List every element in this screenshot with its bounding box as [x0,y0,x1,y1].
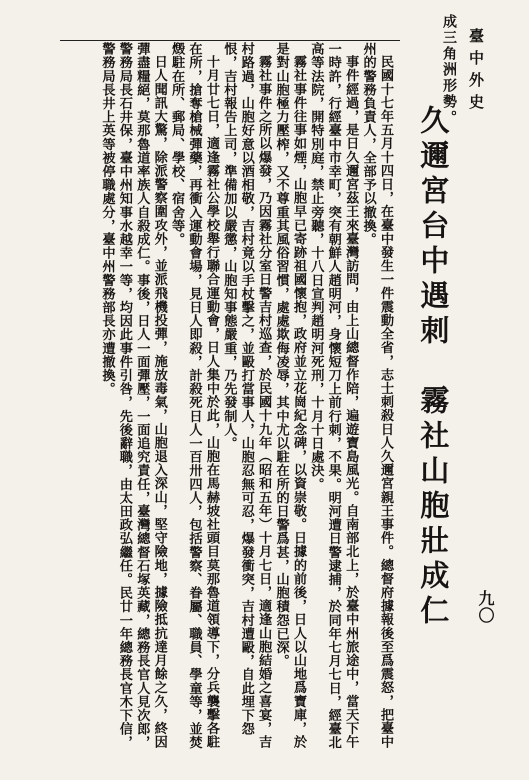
paragraph-5: 十月廿七日，適逢霧社公學校舉行聯合運動會，日人集中於此，山胞在馬赫坡社頭目莫那魯道領導下，分兵襲擊各駐在所，搶奪槍械彈藥，再衝入運動會場，見日人即殺，計殺死日人一百卅四人，包括警察、眷屬、職員、學童等，並焚燬駐在所、郵局、學校、宿舍等。 [169,42,219,750]
page-number: 九〇 [476,590,495,624]
running-head: 臺中外史 [467,28,485,116]
section-continuation-note: 成三角洲形勢。 [441,14,457,126]
paragraph-4: 霧社事件之所以爆發，乃因霧社分室日警吉村巡查，於民國十九年（昭和五年）十月七日，適逢山胞結婚之喜宴，吉村路過，山胞好意以酒相敬，吉村竟以手杖擊之，並毆打當事人，山胞忍無可忍，爆發衝突，吉村遭毆，自此埋下怨恨，吉村報告上司，準備加以嚴懲，山胞知事態嚴重，乃先發制人。 [221,42,272,749]
paragraph-2: 事件經過，是日久邇宮茲王來臺灣訪問，由上山總督作陪，遍遊寶島風光。自南部北上，於臺中州旅途中，當天下午一時許，行經臺中市幸町，突有朝鮮人趙明河，身懷短刀上前行刺，不果。明河遭日警逮捕，於同年七月七日，經臺北高等法院，開特別庭，禁止旁聽，十八日宣判趙明河死刑，十月十日處決。 [308,42,359,750]
paragraph-1: 民國十七年五月十四日，在臺中發生一件震動全省，志士刺殺日人久邇宮親王事件。總督府據報後至爲震怒，把臺中州的警務負責人，全部予以撤換。 [360,42,393,749]
article-body [42,42,394,758]
article-title: 久邇宮台中遇刺 霧社山胞壯成仁 [416,105,451,630]
paragraph-6: 日人聞訊大驚，除派警察圍攻外，並派飛機投彈，施放毒氣，山胞退入深山，堅守險地，據險抵抗達月餘之久，終因彈盡糧絕，莫那魯道率族人自殺成仁。事後，日人一面彈壓，一面追究責任，臺灣總督石塚英藏，總務長官人見次郎，警務局長石井保，臺中州知事水越幸一等，均因此事件引咎，先後辭職，由太田政弘繼任。民廿一年總務長官木下信，警務局長井上英等被停職處分，臺中州警務部長亦遭撤換。 [99,42,167,750]
header-rule [60,40,400,41]
paragraph-3: 霧社事件往事如煙，山胞早已寄跡祖國懷抱，政府並立花崗紀念碑，以資崇敬。日據的前後，日人以山地爲寶庫，於是對山胞極力壓榨，又不尊重其風俗習慣，處處欺侮凌辱，其中尤以駐在所的日警爲甚，山胞積怨已深。 [273,42,306,749]
